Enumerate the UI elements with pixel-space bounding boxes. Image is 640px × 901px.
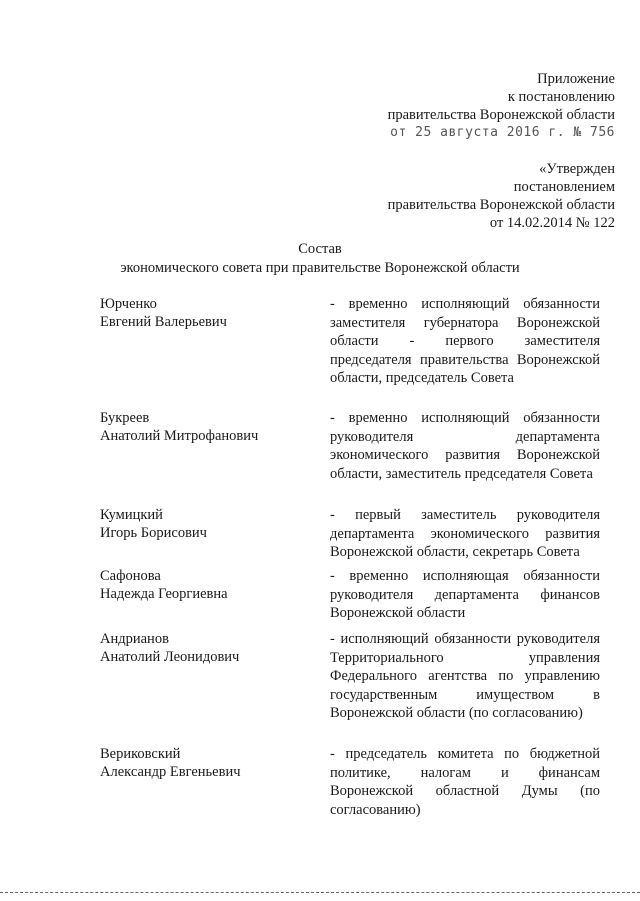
member-role: - председатель комитета по бюджетной политике, налогам и финансам Воронежской областной Думы (по согласованию) xyxy=(330,746,600,818)
approval-line: от 14.02.2014 № 122 xyxy=(489,215,615,231)
member-surname: Букреев xyxy=(100,410,150,426)
member-surname: Вериковский xyxy=(100,746,181,762)
approval-line: правительства Воронежской области xyxy=(387,197,615,213)
member-role: - первый заместитель руководителя департамента экономического развития Воронежской области, секретарь Совета xyxy=(330,507,600,560)
appendix-line: к постановлению xyxy=(507,89,615,105)
member-surname: Юрченко xyxy=(100,296,157,312)
member-role: - временно исполняющая обязанности руководителя департамента финансов Воронежской области xyxy=(330,568,600,621)
approval-line: постановлением xyxy=(513,179,615,195)
member-given-name: Анатолий Митрофанович xyxy=(100,428,259,444)
member-given-name: Анатолий Леонидович xyxy=(100,649,240,665)
member-role: - временно исполняющий обязанности руководителя департамента экономического развития Воронежской области, заместитель председателя Совета xyxy=(330,410,600,482)
approval-block xyxy=(388,160,615,232)
subtitle-line: экономического совета при правительстве Воронежской области xyxy=(120,260,520,276)
title-line: Состав xyxy=(298,241,342,257)
page-edge-divider xyxy=(0,892,640,894)
member-surname: Кумицкий xyxy=(100,507,163,523)
member-surname: Сафонова xyxy=(100,568,161,584)
member-name xyxy=(100,745,310,781)
member-given-name: Надежда Георгиевна xyxy=(100,586,228,602)
member-role: - временно исполняющий обязанности заместителя губернатора Воронежской области - первого заместителя председателя правительства Воронежской области, председатель Совета xyxy=(330,296,600,386)
member-name xyxy=(100,295,310,331)
appendix-line: правительства Воронежской области xyxy=(387,107,615,123)
appendix-date-stamp: от 25 августа 2016 г. № 756 xyxy=(390,125,615,140)
appendix-line: Приложение xyxy=(537,71,615,87)
appendix-header xyxy=(388,70,615,142)
member-role: - исполняющий обязанности руководителя Территориального управления Федерального агентства по управлению государственным имуществом в Воронежской области (по согласованию) xyxy=(330,631,600,721)
document-title xyxy=(0,240,640,278)
member-given-name: Евгений Валерьевич xyxy=(100,314,227,330)
member-name xyxy=(100,506,310,542)
member-surname: Андрианов xyxy=(100,631,169,647)
member-given-name: Александр Евгеньевич xyxy=(100,764,241,780)
member-name xyxy=(100,567,310,603)
approval-line: «Утвержден xyxy=(539,161,615,177)
member-name xyxy=(100,409,310,445)
member-name xyxy=(100,630,310,666)
member-given-name: Игорь Борисович xyxy=(100,525,207,541)
